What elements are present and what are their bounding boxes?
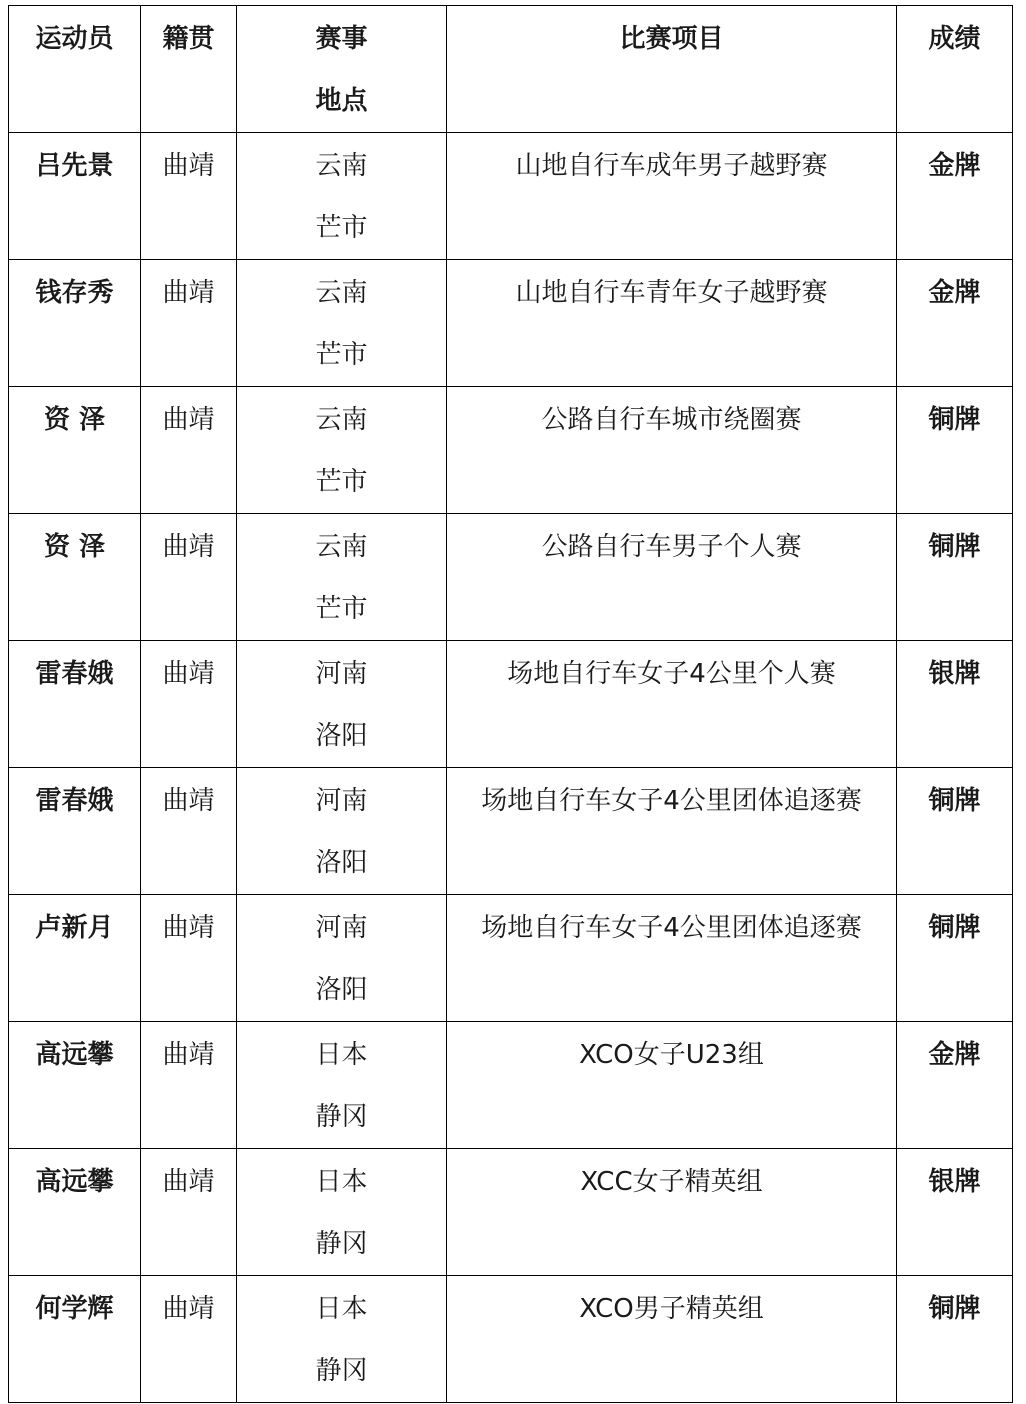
table-row bbox=[9, 387, 1013, 514]
table-row bbox=[9, 1022, 1013, 1149]
origin-cell: 曲靖 bbox=[141, 1149, 237, 1276]
venue-cell: 云南 芒市 bbox=[237, 260, 447, 387]
venue-cell: 河南 洛阳 bbox=[237, 641, 447, 768]
origin-cell: 曲靖 bbox=[141, 514, 237, 641]
header-row bbox=[9, 6, 1013, 133]
result-cell: 银牌 bbox=[897, 1149, 1013, 1276]
result-cell: 金牌 bbox=[897, 1022, 1013, 1149]
table-row bbox=[9, 133, 1013, 260]
result-cell: 铜牌 bbox=[897, 514, 1013, 641]
table-row bbox=[9, 1149, 1013, 1276]
table-row bbox=[9, 514, 1013, 641]
result-cell: 铜牌 bbox=[897, 387, 1013, 514]
athlete-cell: 卢新月 bbox=[9, 895, 141, 1022]
results-sheet bbox=[8, 5, 1013, 1403]
header-venue bbox=[237, 6, 447, 133]
athlete-cell: 雷春娥 bbox=[9, 641, 141, 768]
athlete-cell: 资 泽 bbox=[9, 514, 141, 641]
event-cell: 山地自行车成年男子越野赛 bbox=[447, 133, 897, 260]
origin-cell: 曲靖 bbox=[141, 1022, 237, 1149]
venue-cell: 日本 静冈 bbox=[237, 1276, 447, 1403]
event-cell: XCO女子U23组 bbox=[447, 1022, 897, 1149]
table-row bbox=[9, 641, 1013, 768]
venue-cell: 河南 洛阳 bbox=[237, 768, 447, 895]
event-cell: 场地自行车女子4公里团体追逐赛 bbox=[447, 895, 897, 1022]
athlete-cell: 资 泽 bbox=[9, 387, 141, 514]
header-venue-line1: 赛事 bbox=[315, 24, 368, 54]
venue-cell: 日本 静冈 bbox=[237, 1022, 447, 1149]
athlete-cell: 高远攀 bbox=[9, 1022, 141, 1149]
event-cell: 公路自行车男子个人赛 bbox=[447, 514, 897, 641]
result-cell: 铜牌 bbox=[897, 768, 1013, 895]
origin-cell: 曲靖 bbox=[141, 641, 237, 768]
origin-cell: 曲靖 bbox=[141, 387, 237, 514]
result-cell: 铜牌 bbox=[897, 1276, 1013, 1403]
athlete-cell: 钱存秀 bbox=[9, 260, 141, 387]
results-table bbox=[8, 5, 1013, 1403]
header-venue-line2: 地点 bbox=[315, 86, 368, 116]
event-cell: 场地自行车女子4公里团体追逐赛 bbox=[447, 768, 897, 895]
result-cell: 铜牌 bbox=[897, 895, 1013, 1022]
event-cell: 山地自行车青年女子越野赛 bbox=[447, 260, 897, 387]
result-cell: 金牌 bbox=[897, 133, 1013, 260]
result-cell: 银牌 bbox=[897, 641, 1013, 768]
header-origin: 籍贯 bbox=[141, 6, 237, 133]
event-cell: 公路自行车城市绕圈赛 bbox=[447, 387, 897, 514]
table-row bbox=[9, 768, 1013, 895]
event-cell: XCO男子精英组 bbox=[447, 1276, 897, 1403]
origin-cell: 曲靖 bbox=[141, 133, 237, 260]
header-athlete: 运动员 bbox=[9, 6, 141, 133]
result-cell: 金牌 bbox=[897, 260, 1013, 387]
origin-cell: 曲靖 bbox=[141, 260, 237, 387]
event-cell: 场地自行车女子4公里个人赛 bbox=[447, 641, 897, 768]
venue-cell: 云南 芒市 bbox=[237, 387, 447, 514]
venue-cell: 河南 洛阳 bbox=[237, 895, 447, 1022]
table-row bbox=[9, 260, 1013, 387]
venue-cell: 云南 芒市 bbox=[237, 133, 447, 260]
origin-cell: 曲靖 bbox=[141, 1276, 237, 1403]
athlete-cell: 雷春娥 bbox=[9, 768, 141, 895]
origin-cell: 曲靖 bbox=[141, 895, 237, 1022]
venue-cell: 日本 静冈 bbox=[237, 1149, 447, 1276]
event-cell: XCC女子精英组 bbox=[447, 1149, 897, 1276]
header-result: 成绩 bbox=[897, 6, 1013, 133]
athlete-cell: 何学辉 bbox=[9, 1276, 141, 1403]
venue-cell: 云南 芒市 bbox=[237, 514, 447, 641]
table-row bbox=[9, 1276, 1013, 1403]
table-row bbox=[9, 895, 1013, 1022]
athlete-cell: 吕先景 bbox=[9, 133, 141, 260]
athlete-cell: 高远攀 bbox=[9, 1149, 141, 1276]
header-event: 比赛项目 bbox=[447, 6, 897, 133]
origin-cell: 曲靖 bbox=[141, 768, 237, 895]
